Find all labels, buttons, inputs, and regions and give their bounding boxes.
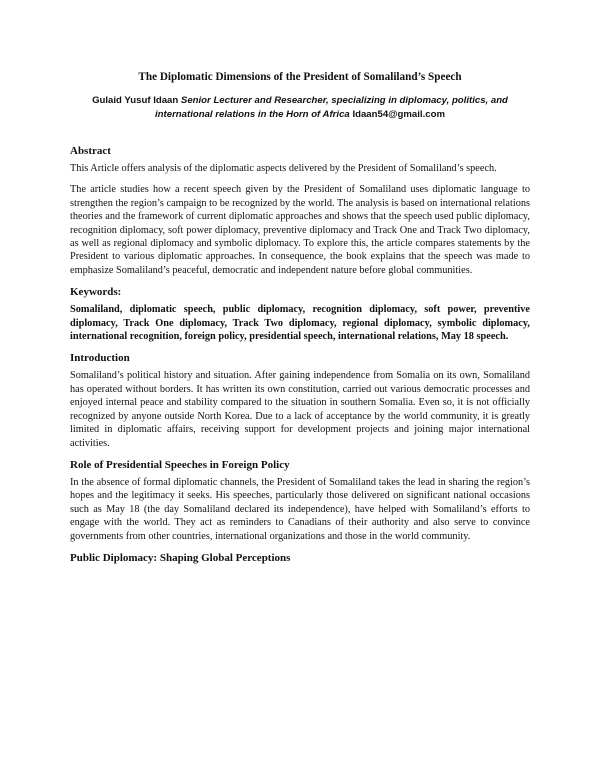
keywords-list: Somaliland, diplomatic speech, public diplomacy, recognition diplomacy, soft power, preventive diplomacy, Track One diplomacy, Track Two diplomacy, regional diplomacy, symbolic diplomacy, international recognition, foreign policy, presidential speech, international relations, May 18 speech. [70,304,530,343]
public-diplomacy-heading: Public Diplomacy: Shaping Global Perceptions [70,551,291,564]
author-block [70,94,530,122]
abstract-paragraph-2: The article studies how a recent speech given by the President of Somaliland uses diplomatic language to strengthen the region’s campaign to be recognized by the world. The analysis is based on international relations theories and the framework of current diplomatic approaches and shows that the speech used public diplomacy, recognition diplomacy, soft power diplomacy, preventive diplomacy and Track One and Track Two diplomacy, as well as regional diplomacy and symbolic diplomacy. To explore this, the article compares statements by the President to various diplomatic approaches. In consequence, the book explains that the speech was made to emphasize Somaliland’s peaceful, democratic and independent nature before global communities. [70,184,530,276]
author-email: Idaan54@gmail.com [352,109,445,120]
introduction-paragraph: Somaliland’s political history and situation. After gaining independence from Somalia on its own, Somaliland has operated without borders. It has written its own constitution, carried out various democratic processes and enjoyed internal peace and stability compared to the situation in southern Somalia. Even so, it is not officially recognized by anyone outside North Korea. Due to a lack of acceptance by the world community, it is greatly limited in diplomatic affairs, receiving support for development projects and joining major international activities. [70,370,530,449]
author-name: Gulaid Yusuf Idaan [92,95,179,106]
abstract-heading: Abstract [70,145,111,157]
author-role-continued: international relations in the Horn of Africa [155,109,350,120]
role-section-paragraph: In the absence of formal diplomatic channels, the President of Somaliland takes the lead in sharing the region’s hopes and the legitimacy it seeks. His speeches, particularly those delivered on significant national occasions such as May 18 (the day Somaliland declared its independence), have helped with Somaliland’s efforts to engage with the world. They act as reminders to Canadians of their authority and also serve to convince governments from other countries, international organizations and those in the world community. [70,476,530,542]
paper-title: The Diplomatic Dimensions of the President of Somaliland’s Speech [138,71,462,83]
introduction-heading: Introduction [70,352,130,365]
role-section-heading: Role of Presidential Speeches in Foreign Policy [70,458,290,471]
abstract-paragraph-1: This Article offers analysis of the diplomatic aspects delivered by the President of Somaliland’s speech. [70,163,497,174]
keywords-heading: Keywords: [70,286,122,299]
author-role: Senior Lecturer and Researcher, specializing in diplomacy, politics, and [180,95,508,106]
